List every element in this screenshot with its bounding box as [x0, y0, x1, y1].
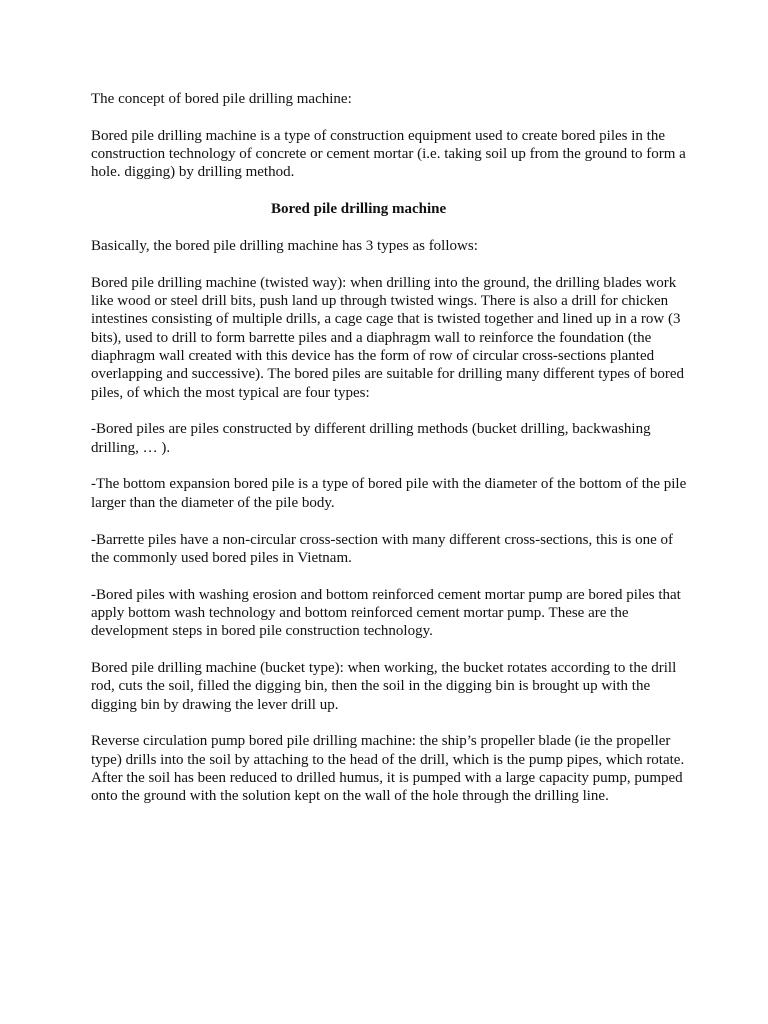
paragraph-reverse-circulation: Reverse circulation pump bored pile drilling machine: the ship’s propeller blade (ie the propeller type) drills into the soil by attaching to the head of the drill, which is the pump pipes, which rotate. After the soil has been reduced to drilled humus, it is pumped with a large capacity pump, pumped onto the ground with the solution kept on the wall of the hole through the drilling line. — [91, 733, 685, 805]
types-intro: Basically, the bored pile drilling machine has 3 types as follows: — [91, 237, 478, 254]
intro-paragraph: Bored pile drilling machine is a type of construction equipment used to create bored piles in the construction technology of concrete or cement mortar (i.e. taking soil up from the ground to form a hole. digging) by drilling method. — [91, 127, 686, 181]
intro-heading: The concept of bored pile drilling machine: — [91, 91, 352, 107]
document-page — [91, 90, 687, 824]
paragraph-twisted-way: Bored pile drilling machine (twisted way): when drilling into the ground, the drilling blades work like wood or steel drill bits, push land up through twisted wings. There is also a drill for chicken intestines consisting of multiple drills, a cage cage that is twisted together and lined up in a row (3 bits), used to drill to form barrette piles and a diaphragm wall to reinforce the foundation (the diaphragm wall created with this device has the form of row of circular cross-sections planted overlapping and successive). The bored piles are suitable for drilling many different types of bored piles, of which the most typical are four types: — [91, 274, 685, 401]
paragraph-washing-erosion: -Bored piles with washing erosion and bottom reinforced cement mortar pump are bored piles that apply bottom wash technology and bottom reinforced cement mortar pump. These are the development steps in bored pile construction technology. — [91, 586, 681, 640]
section-title: Bored pile drilling machine — [271, 201, 447, 218]
paragraph-bucket-type: Bored pile drilling machine (bucket type): when working, the bucket rotates according to the drill rod, cuts the soil, filled the digging bin, then the soil in the digging bin is brought up with the digging bin by drawing the lever drill up. — [91, 660, 677, 713]
paragraph-bottom-expansion: -The bottom expansion bored pile is a type of bored pile with the diameter of the bottom of the pile larger than the diameter of the pile body. — [91, 476, 687, 511]
paragraph-barrette-piles: -Barrette piles have a non-circular cross-section with many different cross-sections, this is one of the commonly used bored piles in Vietnam. — [91, 531, 674, 566]
paragraph-bored-piles: -Bored piles are piles constructed by different drilling methods (bucket drilling, backwashing drilling, … ). — [91, 421, 651, 456]
